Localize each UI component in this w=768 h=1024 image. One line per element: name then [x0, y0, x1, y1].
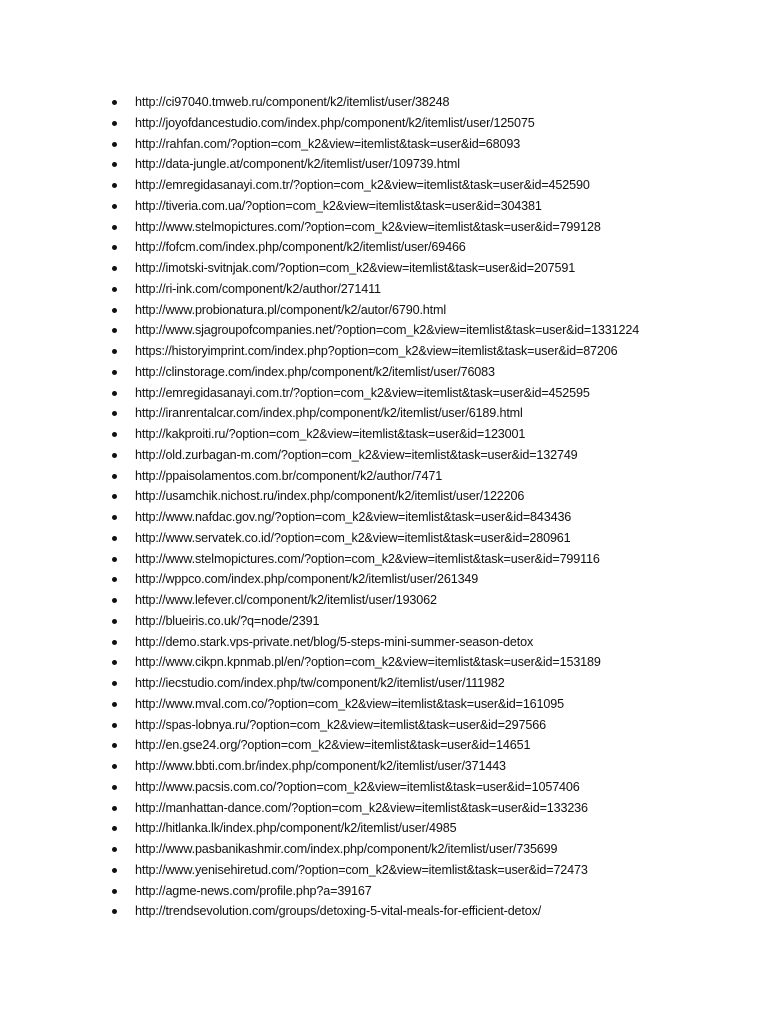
list-item: [112, 881, 752, 902]
bullet-icon: [112, 847, 117, 852]
bullet-icon: [112, 474, 117, 479]
url-text: http://fofcm.com/index.php/component/k2/itemlist/user/69466: [135, 240, 466, 255]
list-item: [112, 611, 752, 632]
bullet-icon: [112, 453, 117, 458]
url-text: http://ppaisolamentos.com.br/component/k2/author/7471: [135, 468, 443, 483]
url-text: http://trendsevolution.com/groups/detoxing-5-vital-meals-for-efficient-detox/: [135, 904, 542, 919]
bullet-icon: [112, 702, 117, 707]
url-text: http://kakproiti.ru/?option=com_k2&view=itemlist&task=user&id=123001: [135, 427, 526, 441]
bullet-icon: [112, 204, 117, 209]
bullet-icon: [112, 640, 117, 645]
bullet-icon: [112, 826, 117, 831]
url-text: http://ci97040.tmweb.ru/component/k2/itemlist/user/38248: [135, 95, 450, 109]
bullet-icon: [112, 515, 117, 520]
bullet-icon: [112, 162, 117, 167]
list-item: [112, 134, 752, 155]
list-item: [112, 341, 752, 362]
url-text: http://www.servatek.co.id/?option=com_k2&view=itemlist&task=user&id=280961: [135, 530, 571, 545]
bullet-icon: [112, 909, 117, 914]
list-item: [112, 715, 752, 736]
url-text: http://joyofdancestudio.com/index.php/component/k2/itemlist/user/125075: [135, 115, 535, 130]
bullet-icon: [112, 328, 117, 333]
url-text: http://emregidasanayi.com.tr/?option=com_k2&view=itemlist&task=user&id=452595: [135, 385, 590, 400]
list-item: [112, 486, 752, 507]
bullet-icon: [112, 225, 117, 230]
bullet-icon: [112, 619, 117, 624]
url-text: http://data-jungle.at/component/k2/itemlist/user/109739.html: [135, 157, 460, 172]
list-item: [112, 818, 752, 839]
list-item: [112, 507, 752, 528]
url-text: http://emregidasanayi.com.tr/?option=com_k2&view=itemlist&task=user&id=452590: [135, 178, 590, 192]
list-item: [112, 217, 752, 238]
bullet-icon: [112, 764, 117, 769]
bullet-icon: [112, 681, 117, 686]
list-item: [112, 798, 752, 819]
url-text: http://www.sjagroupofcompanies.net/?option=com_k2&view=itemlist&task=user&id=1331224: [135, 323, 640, 338]
bullet-icon: [112, 598, 117, 603]
bullet-icon: [112, 266, 117, 271]
bullet-icon: [112, 868, 117, 873]
bullet-icon: [112, 785, 117, 790]
list-item: [112, 735, 752, 756]
list-item: [112, 652, 752, 673]
url-text: http://www.bbti.com.br/index.php/component/k2/itemlist/user/371443: [135, 759, 506, 773]
url-text: http://manhattan-dance.com/?option=com_k2&view=itemlist&task=user&id=133236: [135, 800, 588, 815]
url-text: http://demo.stark.vps-private.net/blog/5-steps-mini-summer-season-detox: [135, 634, 534, 649]
list-item: [112, 362, 752, 383]
list-item: [112, 113, 752, 134]
list-item: [112, 300, 752, 321]
list-item: [112, 403, 752, 424]
list-item: [112, 196, 752, 217]
list-item: [112, 860, 752, 881]
url-text: http://www.nafdac.gov.ng/?option=com_k2&view=itemlist&task=user&id=843436: [135, 510, 572, 524]
bullet-icon: [112, 121, 117, 126]
bullet-icon: [112, 889, 117, 894]
url-text: http://www.cikpn.kpnmab.pl/en/?option=com_k2&view=itemlist&task=user&id=153189: [135, 655, 601, 670]
list-item: [112, 777, 752, 798]
list-item: [112, 424, 752, 445]
bullet-icon: [112, 723, 117, 728]
url-text: http://www.stelmopictures.com/?option=com_k2&view=itemlist&task=user&id=799116: [135, 551, 600, 566]
bullet-icon: [112, 100, 117, 105]
list-item: [112, 383, 752, 404]
bullet-icon: [112, 432, 117, 437]
url-text: http://www.stelmopictures.com/?option=com_k2&view=itemlist&task=user&id=799128: [135, 219, 601, 234]
bullet-icon: [112, 806, 117, 811]
url-text: http://imotski-svitnjak.com/?option=com_k2&view=itemlist&task=user&id=207591: [135, 261, 576, 275]
bullet-icon: [112, 308, 117, 313]
bullet-icon: [112, 411, 117, 416]
url-text: http://wppco.com/index.php/component/k2/itemlist/user/261349: [135, 572, 479, 587]
url-text: http://clinstorage.com/index.php/component/k2/itemlist/user/76083: [135, 364, 495, 379]
list-item: [112, 466, 752, 487]
list-item: [112, 320, 752, 341]
url-text: http://www.lefever.cl/component/k2/itemlist/user/193062: [135, 593, 437, 607]
bullet-icon: [112, 183, 117, 188]
bullet-icon: [112, 660, 117, 665]
bullet-icon: [112, 287, 117, 292]
url-text: http://hitlanka.lk/index.php/component/k2/itemlist/user/4985: [135, 821, 457, 836]
list-item: [112, 549, 752, 570]
list-item: [112, 756, 752, 777]
url-text: http://old.zurbagan-m.com/?option=com_k2&view=itemlist&task=user&id=132749: [135, 447, 578, 462]
list-item: [112, 632, 752, 653]
bullet-icon: [112, 370, 117, 375]
list-item: [112, 673, 752, 694]
url-text: http://spas-lobnya.ru/?option=com_k2&view=itemlist&task=user&id=297566: [135, 717, 546, 732]
url-text: http://www.probionatura.pl/component/k2/autor/6790.html: [135, 302, 446, 317]
bullet-icon: [112, 577, 117, 582]
url-text: http://www.mval.com.co/?option=com_k2&view=itemlist&task=user&id=161095: [135, 696, 564, 711]
bullet-icon: [112, 494, 117, 499]
url-text: http://agme-news.com/profile.php?a=39167: [135, 883, 372, 898]
list-item: [112, 258, 752, 279]
list-item: [112, 901, 752, 922]
url-text: http://www.yenisehiretud.com/?option=com_k2&view=itemlist&task=user&id=72473: [135, 862, 588, 877]
list-item: [112, 528, 752, 549]
bullet-icon: [112, 743, 117, 748]
list-item: [112, 694, 752, 715]
url-text: http://iecstudio.com/index.php/tw/component/k2/itemlist/user/111982: [135, 676, 505, 690]
bullet-icon: [112, 349, 117, 354]
url-text: http://tiveria.com.ua/?option=com_k2&view=itemlist&task=user&id=304381: [135, 198, 542, 213]
url-text: http://www.pasbanikashmir.com/index.php/component/k2/itemlist/user/735699: [135, 842, 558, 856]
url-text: http://www.pacsis.com.co/?option=com_k2&view=itemlist&task=user&id=1057406: [135, 779, 580, 794]
bullet-icon: [112, 391, 117, 396]
list-item: [112, 92, 752, 113]
bullet-icon: [112, 557, 117, 562]
list-item: [112, 154, 752, 175]
list-item: [112, 839, 752, 860]
url-text: http://rahfan.com/?option=com_k2&view=itemlist&task=user&id=68093: [135, 136, 521, 151]
list-item: [112, 569, 752, 590]
list-item: [112, 279, 752, 300]
url-list: [112, 92, 752, 922]
list-item: [112, 237, 752, 258]
url-text: http://blueiris.co.uk/?q=node/2391: [135, 613, 320, 628]
url-text: https://historyimprint.com/index.php?option=com_k2&view=itemlist&task=user&id=87206: [135, 344, 618, 358]
url-text: http://iranrentalcar.com/index.php/component/k2/itemlist/user/6189.html: [135, 406, 523, 421]
bullet-icon: [112, 245, 117, 250]
url-text: http://en.gse24.org/?option=com_k2&view=itemlist&task=user&id=14651: [135, 738, 531, 753]
url-text: http://ri-ink.com/component/k2/author/271411: [135, 281, 381, 296]
bullet-icon: [112, 142, 117, 147]
bullet-icon: [112, 536, 117, 541]
list-item: [112, 175, 752, 196]
list-item: [112, 445, 752, 466]
list-item: [112, 590, 752, 611]
url-text: http://usamchik.nichost.ru/index.php/component/k2/itemlist/user/122206: [135, 489, 525, 504]
